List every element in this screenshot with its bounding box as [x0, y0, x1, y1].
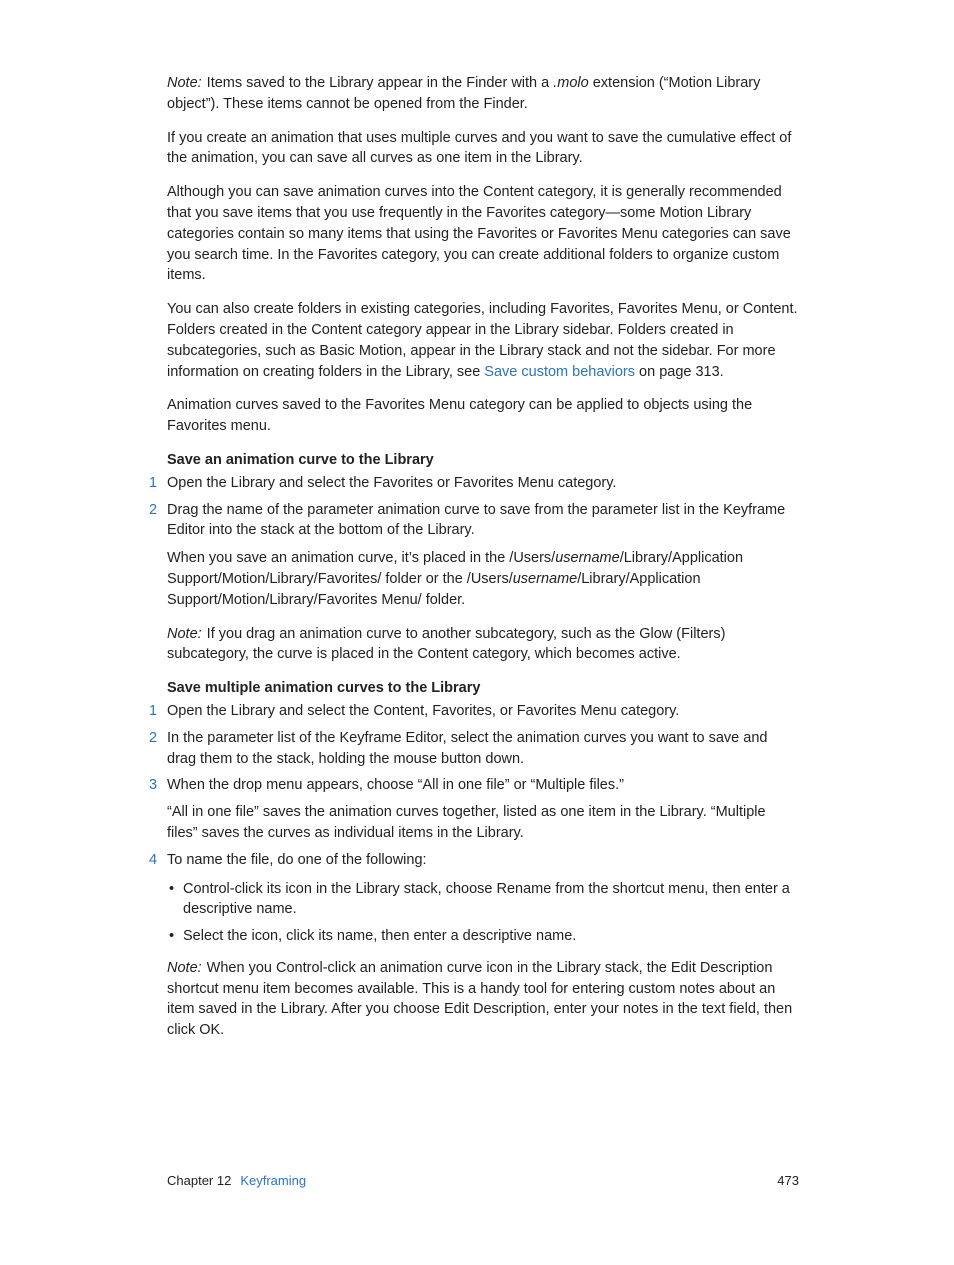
- bullet-text: Select the icon, click its name, then enter a descriptive name.: [183, 928, 577, 945]
- bullet-item: [167, 879, 799, 921]
- step-item: [149, 728, 799, 770]
- step-detail: “All in one file” saves the animation curves together, listed as one item in the Library. “Multiple files” saves the curves as individual items in the Library.: [167, 804, 766, 841]
- task-heading: Save an animation curve to the Library: [167, 451, 434, 468]
- bullet-glyph: •: [169, 880, 175, 897]
- page-number: 473: [777, 1173, 799, 1188]
- step-number: 2: [149, 729, 158, 746]
- note-text: Items saved to the Library appear in the Finder with a: [206, 75, 554, 91]
- note-paragraph: [167, 958, 799, 1041]
- bullet-text: Control-click its icon in the Library stack, choose Rename from the shortcut menu, then enter a descriptive name.: [183, 880, 790, 918]
- path-text: /Library/Application Support/Motion/Library/Favorites/ folder or the /Users/: [167, 550, 744, 587]
- step-item: [149, 473, 799, 494]
- chapter-link[interactable]: Keyframing: [240, 1173, 307, 1188]
- step-text: Drag the name of the parameter animation curve to save from the parameter list in the Keyframe Editor into the stack at the bottom of the Library.: [167, 501, 786, 539]
- path-text: When you save an animation curve, it’s placed in the /Users/: [167, 550, 556, 567]
- note-label: Note:: [167, 625, 202, 642]
- step-number: 1: [149, 702, 158, 719]
- body-paragraph: Animation curves saved to the Favorites Menu category can be applied to objects using the Favorites menu.: [167, 397, 753, 435]
- chapter-number: Chapter 12: [167, 1173, 232, 1188]
- step-text: To name the file, do one of the following:: [167, 851, 427, 868]
- step-detail: [167, 548, 799, 610]
- step-item: [149, 850, 799, 871]
- cross-reference-link[interactable]: Save custom behaviors: [484, 363, 636, 380]
- note-paragraph: [167, 73, 799, 115]
- path-variable: username: [512, 570, 578, 587]
- step-item: [149, 775, 799, 796]
- note-paragraph: [167, 624, 799, 666]
- note-text: When you Control-click an animation curve icon in the Library stack, the Edit Description shortcut menu item becomes available. This is a handy tool for entering custom notes about an item saved in the Library. After you choose Edit Description, enter your notes in the text field, then click OK.: [167, 959, 793, 1039]
- step-text: Open the Library and select the Favorites or Favorites Menu category.: [167, 474, 617, 491]
- step-number: 3: [149, 777, 158, 794]
- paragraph-text-end: on page 313.: [635, 363, 724, 380]
- task-heading: Save multiple animation curves to the Library: [167, 680, 481, 697]
- note-text: If you drag an animation curve to another subcategory, such as the Glow (Filters) subcategory, the curve is placed in the Content category, which becomes active.: [167, 625, 726, 663]
- note-label: Note:: [167, 75, 202, 91]
- body-paragraph: If you create an animation that uses multiple curves and you want to save the cumulative effect of the animation, you can save all curves as one item in the Library.: [167, 129, 792, 167]
- step-number: 2: [149, 501, 158, 518]
- bullet-glyph: •: [169, 928, 175, 945]
- path-text: /Library/Application Support/Motion/Library/Favorites Menu/ folder.: [167, 570, 701, 608]
- step-number: 1: [149, 474, 158, 491]
- file-extension: .molo: [553, 75, 589, 91]
- path-variable: username: [555, 550, 620, 567]
- paragraph-text: You can also create folders in existing categories, including Favorites, Favorites Menu, or Content. Folders created in the Content category appear in the Library sidebar. Folders created in subcategories, such as Basic Motion, appear in the Library stack and not the sidebar. For more information on creating folders in the Library, see: [167, 301, 798, 380]
- body-paragraph: [167, 299, 799, 382]
- step-item: [149, 701, 799, 722]
- page-body: [149, 73, 799, 1054]
- note-text-end: extension (“Motion Library object”). These items cannot be opened from the Finder.: [167, 75, 761, 112]
- page-footer: [167, 1172, 799, 1190]
- step-item: [149, 500, 799, 542]
- step-number: 4: [149, 851, 158, 868]
- step-text: When the drop menu appears, choose “All in one file” or “Multiple files.”: [167, 777, 624, 794]
- body-paragraph: Although you can save animation curves into the Content category, it is generally recommended that you save items that you use frequently in the Favorites category—some Motion Library categories contain so many items that using the Favorites or Favorites Menu categories can save you search time. In the Favorites category, you can create additional folders to organize custom items.: [167, 184, 791, 284]
- step-text: Open the Library and select the Content, Favorites, or Favorites Menu category.: [167, 702, 680, 719]
- step-text: In the parameter list of the Keyframe Editor, select the animation curves you want to save and drag them to the stack, holding the mouse button down.: [167, 729, 768, 767]
- bullet-item: [167, 926, 799, 947]
- note-label: Note:: [167, 959, 202, 976]
